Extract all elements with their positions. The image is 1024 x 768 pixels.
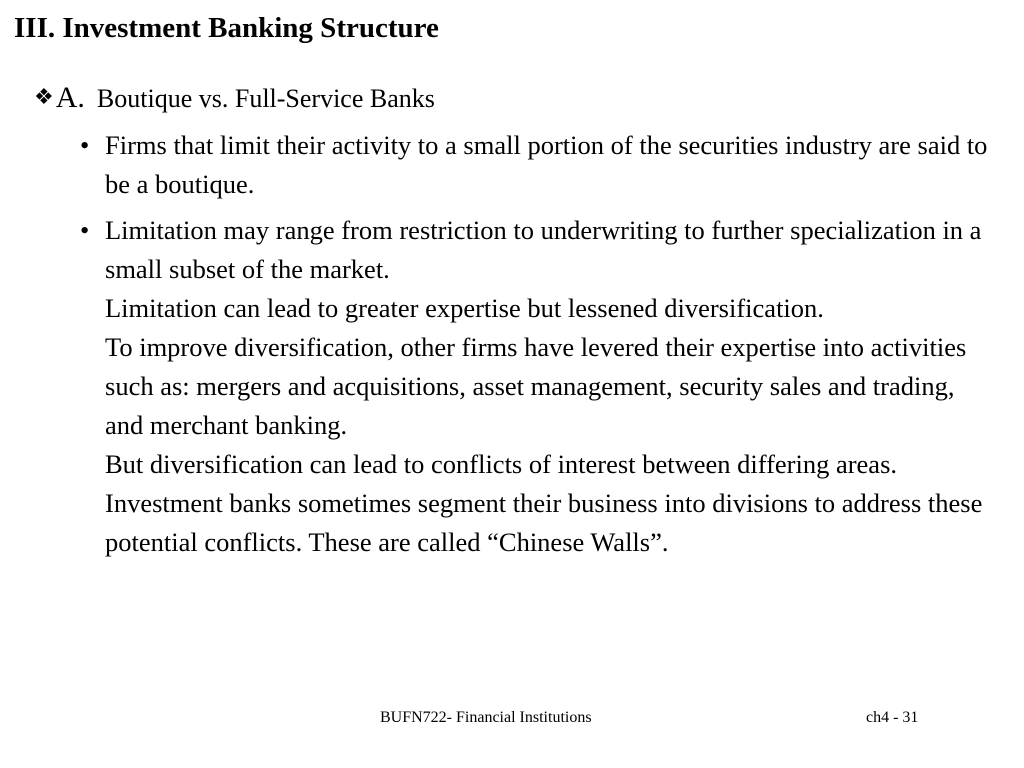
diamond-bullet-icon: ❖ bbox=[34, 84, 54, 109]
bullet-text: Investment banks sometimes segment their business into divisions to address these potential conflicts. These are called “Chinese Walls”. bbox=[105, 488, 983, 557]
bullet-item-limitation bbox=[80, 211, 990, 562]
bullet-text: Limitation may range from restriction to underwriting to further specialization in a small subset of the market. bbox=[105, 215, 982, 284]
bullet-dot-icon: • bbox=[80, 215, 90, 245]
bullet-text: But diversification can lead to conflicts of interest between differing areas. bbox=[105, 449, 898, 479]
section-heading bbox=[34, 78, 435, 122]
section-letter: A. bbox=[55, 81, 85, 114]
slide-title: III. Investment Banking Structure bbox=[14, 12, 439, 44]
bullet-dot-icon: • bbox=[80, 130, 90, 160]
bullet-text: Firms that limit their activity to a small portion of the securities industry are said to be a boutique. bbox=[105, 130, 988, 199]
bullet-item-boutique-definition bbox=[80, 126, 990, 204]
bullet-text: To improve diversification, other firms have levered their expertise into activities such as: mergers and acquisitions, asset management, security sales and trading, and merchant banking. bbox=[105, 332, 967, 440]
bullet-list bbox=[80, 126, 990, 569]
footer-course-title: BUFN722- Financial Institutions bbox=[380, 709, 592, 726]
footer-page-number: ch4 - 31 bbox=[866, 709, 919, 726]
bullet-text: Limitation can lead to greater expertise but lessened diversification. bbox=[105, 293, 824, 323]
section-heading-text: Boutique vs. Full-Service Banks bbox=[96, 84, 435, 113]
